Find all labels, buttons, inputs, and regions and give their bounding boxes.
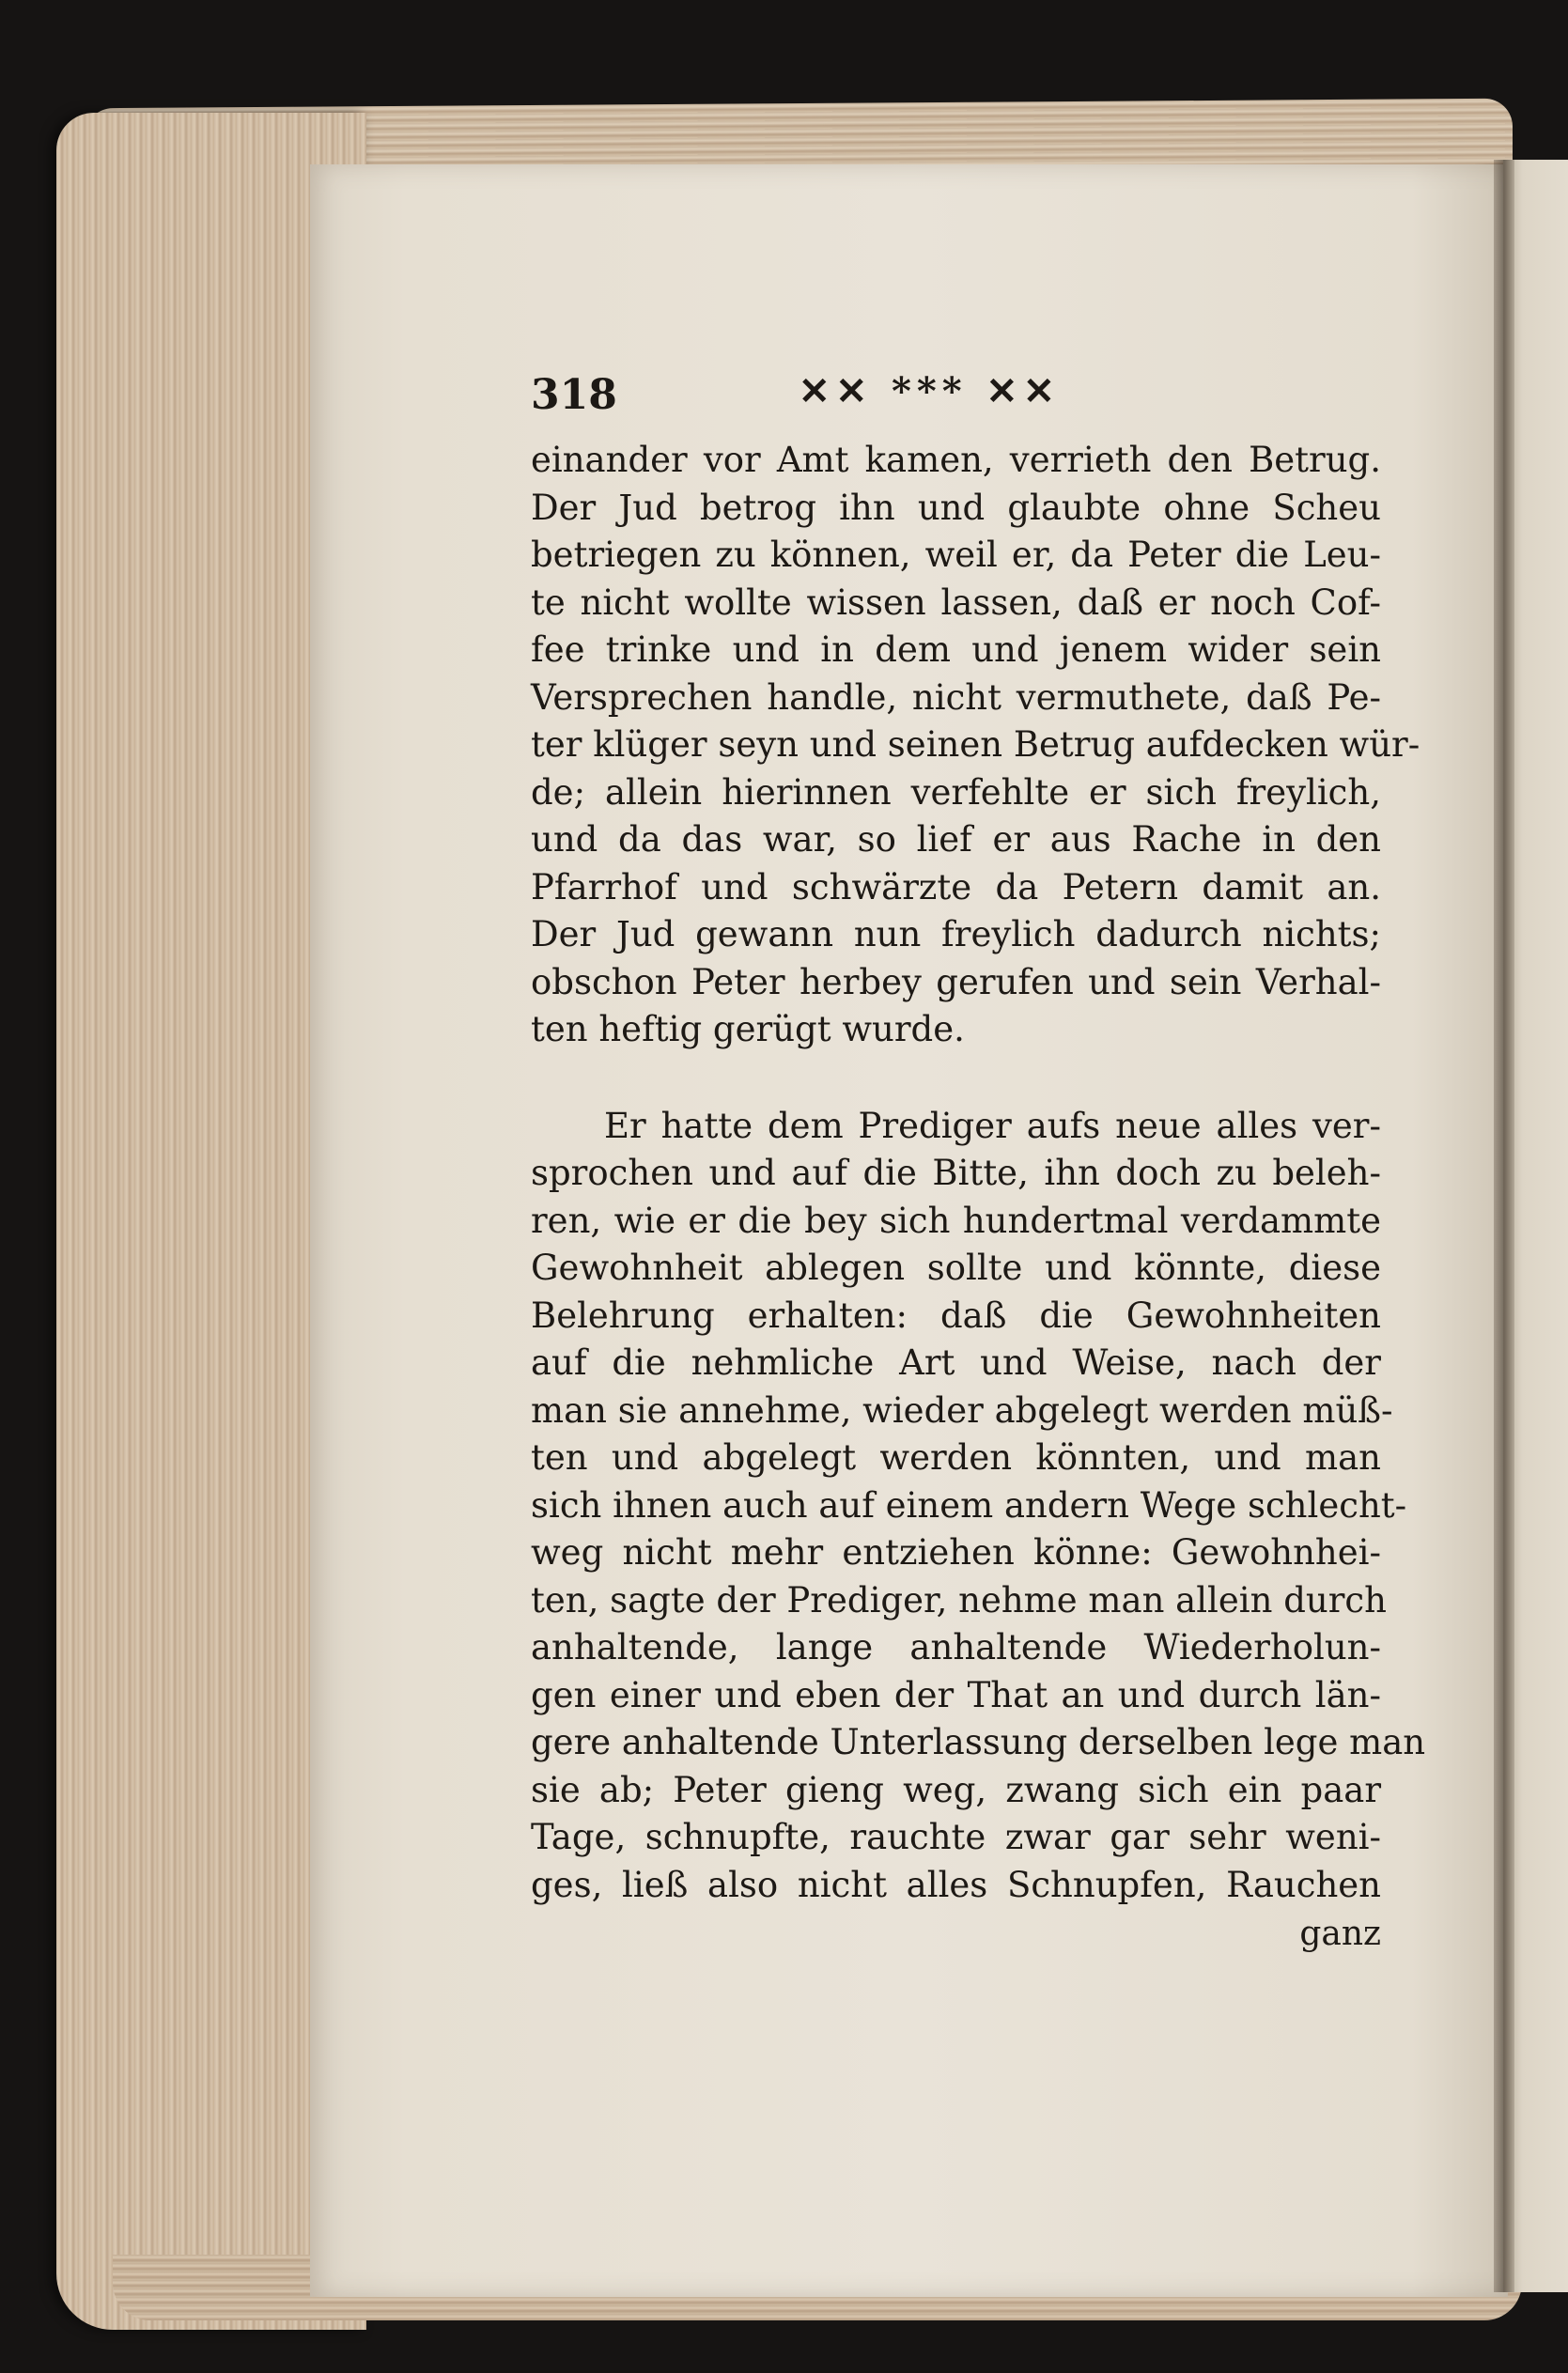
text-line: fee trinke und in dem und jenem wider sein [531,629,1381,670]
text-line: ten heftig gerügt wurde. [531,1009,965,1049]
text-line: gere anhaltende Unterlassung derselben lege man [531,1722,1426,1762]
text-line: Tage, schnupfte, rauchte zwar gar sehr weni- [531,1817,1381,1857]
text-line: sie ab; Peter gieng weg, zwang sich ein paar [531,1769,1381,1810]
header-ornament: ✕✕ *** ✕✕ [799,369,1061,413]
text-line: Pfarrhof und schwärzte da Petern damit an. [531,866,1381,907]
paragraph-2 [531,1103,1426,1910]
text-line: ten und abgelegt werden könnten, und man [531,1437,1381,1478]
page-text [531,369,1426,1958]
text-line: Der Jud gewann nun freylich dadurch nichts; [531,914,1381,954]
text-line: Versprechen handle, nicht vermuthete, daß Pe- [531,676,1381,718]
text-line: de; allein hierinnen verfehlte er sich freylich, [531,771,1381,813]
text-line: obschon Peter herbey gerufen und sein Verhal- [531,961,1381,1002]
page-number: 318 [531,371,617,419]
text-line: gen einer und eben der That an und durch län- [531,1674,1381,1715]
text-line: betriegen zu können, weil er, da Peter die Leu- [531,535,1381,575]
text-line: sich ihnen auch auf einem andern Wege schlecht- [531,1484,1407,1526]
text-line: te nicht wollte wissen lassen, daß er noch Cof- [531,582,1381,623]
text-line: ter klüger seyn und seinen Betrug aufdecken wür- [531,724,1421,765]
text-line: sprochen und auf die Bitte, ihn doch zu beleh- [531,1153,1381,1193]
paragraph-1 [531,437,1421,1054]
text-line: ten, sagte der Prediger, nehme man allein durch [531,1579,1387,1621]
text-line: auf die nehmliche Art und Weise, nach der [531,1342,1381,1383]
text-line: Der Jud betrog ihn und glaubte ohne Scheu [531,487,1381,528]
catchword: ganz [1299,1915,1381,1953]
text-line: einander vor Amt kamen, verrieth den Betrug. [531,440,1381,480]
text-line: ges, ließ also nicht alles Schnupfen, Rauchen [531,1864,1381,1905]
text-line: Belehrung erhalten: daß die Gewohnheiten [531,1295,1381,1336]
book-gutter [1494,160,1514,2292]
text-line: anhaltende, lange anhaltende Wiederholun- [531,1627,1381,1667]
text-line: Er hatte dem Prediger aufs neue alles ver- [604,1105,1381,1146]
running-header [531,371,1381,437]
text-line: weg nicht mehr entziehen könne: Gewohnhei- [531,1532,1381,1573]
text-line: und da das war, so lief er aus Rache in den [531,819,1381,860]
text-line: ren, wie er die bey sich hundertmal verdammte [531,1200,1381,1241]
text-line: Gewohnheit ablegen sollte und könnte, diese [531,1248,1381,1288]
text-line: man sie annehme, wieder abgelegt werden müß- [531,1389,1393,1431]
